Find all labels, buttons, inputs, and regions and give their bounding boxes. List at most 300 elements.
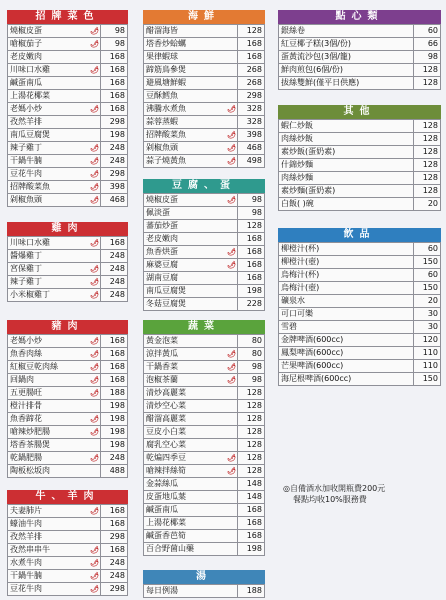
section-seafood (143, 10, 265, 168)
menu-item-row (144, 585, 265, 598)
menu-item-row (8, 348, 128, 361)
menu-item-name: 醬爆雞丁 (10, 251, 42, 260)
menu-table (278, 24, 441, 90)
chili-pepper-icon: 🌶 (227, 144, 235, 152)
menu-item-name: 水煮牛肉 (10, 558, 42, 567)
menu-item-row (144, 530, 265, 543)
menu-item-name: 乾鍋肥腸 (10, 453, 42, 462)
menu-item-cell (144, 116, 238, 129)
menu-item-name: 百合野菌山藥 (146, 544, 194, 553)
menu-item-cell (144, 426, 238, 439)
menu-item-price: 468 (101, 194, 128, 207)
menu-item-cell (8, 129, 101, 142)
menu-item-price: 198 (101, 413, 128, 426)
menu-item-price: 248 (101, 570, 128, 583)
menu-item-cell (8, 348, 101, 361)
menu-item-cell (144, 465, 238, 478)
chili-pepper-icon: 🌶 (227, 157, 235, 165)
menu-item-price: 498 (238, 155, 265, 168)
menu-item-name: 素炒麵(蛋奶素) (281, 186, 336, 195)
menu-item-name: 辣子雞丁 (10, 277, 42, 286)
menu-item-row (8, 413, 128, 426)
menu-item-row (144, 335, 265, 348)
chili-pepper-icon: 🌶 (90, 454, 98, 462)
menu-item-name: 每日例湯 (146, 586, 178, 595)
menu-item-row (279, 198, 441, 211)
menu-item-name: 紅豆椰子糕(3個/份) (281, 39, 352, 48)
menu-item-name: 上湯花椰菜 (146, 518, 186, 527)
menu-item-cell (144, 400, 238, 413)
menu-item-price: 98 (101, 38, 128, 51)
menu-item-row (279, 295, 441, 308)
menu-item-row (279, 282, 441, 295)
menu-item-price: 110 (414, 347, 441, 360)
chili-pepper-icon: 🌶 (90, 239, 98, 247)
menu-item-row (8, 531, 128, 544)
menu-item-cell (144, 530, 238, 543)
menu-table (7, 24, 128, 207)
section-title: 其他 (278, 105, 441, 119)
menu-item-cell (144, 348, 238, 361)
menu-item-price: 128 (414, 146, 441, 159)
menu-item-cell (8, 142, 101, 155)
menu-item-cell (8, 237, 101, 250)
menu-item-price: 168 (101, 505, 128, 518)
menu-item-row (144, 25, 265, 38)
menu-item-name: 蝦仁炒飯 (281, 121, 313, 130)
section-beef-lamb (7, 490, 128, 596)
menu-item-price: 128 (414, 159, 441, 172)
menu-item-row (144, 155, 265, 168)
section-title: 豬肉 (7, 320, 128, 334)
menu-item-name: 佩淡蛋 (146, 208, 170, 217)
menu-item-name: 柳橙汁(杯) (281, 244, 320, 253)
menu-item-price: 80 (238, 335, 265, 348)
menu-item-cell (144, 504, 238, 517)
menu-item-price: 248 (101, 263, 128, 276)
menu-item-price: 128 (238, 452, 265, 465)
menu-item-name: 腐乳空心菜 (146, 440, 186, 449)
menu-item-cell (144, 51, 238, 64)
menu-item-price: 298 (238, 90, 265, 103)
chili-pepper-icon: 🌶 (90, 183, 98, 191)
section-pork (7, 320, 128, 478)
menu-item-price: 168 (101, 544, 128, 557)
menu-item-name: 可口可樂 (281, 309, 313, 318)
section-drinks (278, 228, 441, 386)
menu-item-cell (144, 413, 238, 426)
menu-item-cell (144, 64, 238, 77)
menu-item-cell (8, 250, 101, 263)
menu-item-name: 烏梅汁(杯) (281, 270, 320, 279)
chili-pepper-icon: 🌶 (90, 559, 98, 567)
menu-item-name: 回鍋肉 (10, 375, 34, 384)
menu-item-price: 98 (414, 51, 441, 64)
menu-item-cell (279, 159, 414, 172)
menu-item-cell (144, 142, 238, 155)
menu-item-name: 嗆辣拌絲筍 (146, 466, 186, 475)
chili-pepper-icon: 🌶 (90, 291, 98, 299)
menu-item-cell (144, 194, 238, 207)
menu-item-cell (8, 439, 101, 452)
menu-item-price: 98 (238, 207, 265, 220)
menu-item-row (279, 334, 441, 347)
menu-item-price: 168 (238, 530, 265, 543)
menu-item-row (8, 181, 128, 194)
menu-item-name: 泡椒茶蘭 (146, 375, 178, 384)
menu-item-price: 168 (238, 51, 265, 64)
menu-item-price: 248 (101, 452, 128, 465)
menu-item-price: 168 (101, 374, 128, 387)
menu-item-name: 乾煸四季豆 (146, 453, 186, 462)
menu-item-name: 陶板松坂肉 (10, 466, 50, 475)
chili-pepper-icon: 🌶 (227, 131, 235, 139)
menu-item-cell (279, 373, 414, 386)
menu-item-row (8, 557, 128, 570)
menu-item-price: 168 (101, 335, 128, 348)
section-title: 湯 (143, 570, 265, 584)
menu-item-name: 蒜子燒黃魚 (146, 156, 186, 165)
menu-item-cell (8, 51, 101, 64)
menu-item-row (8, 77, 128, 90)
menu-item-cell (279, 77, 414, 90)
menu-item-name: 素炒飯(蛋奶素) (281, 147, 336, 156)
menu-item-name: 金蒜絲瓜 (146, 479, 178, 488)
menu-item-cell (8, 557, 101, 570)
menu-item-cell (8, 116, 101, 129)
menu-item-cell (279, 269, 414, 282)
menu-item-row (144, 194, 265, 207)
menu-item-name: 小米椒雞丁 (10, 290, 50, 299)
service-charge-note: 餐點均收10%服務費 (293, 495, 367, 504)
menu-item-row (8, 276, 128, 289)
menu-item-row (8, 518, 128, 531)
menu-item-name: 老媽小炒 (10, 104, 42, 113)
menu-item-row (8, 263, 128, 276)
menu-item-row (8, 583, 128, 596)
menu-item-row (144, 38, 265, 51)
menu-item-price: 228 (238, 298, 265, 311)
section-vegetables (143, 320, 265, 556)
menu-item-price: 188 (101, 387, 128, 400)
menu-item-name: 五更腸旺 (10, 388, 42, 397)
chili-pepper-icon: 🌶 (90, 350, 98, 358)
menu-item-price: 128 (414, 172, 441, 185)
menu-item-price: 98 (238, 374, 265, 387)
menu-item-name: 干鍋香菜 (146, 362, 178, 371)
chili-pepper-icon: 🌶 (90, 40, 98, 48)
menu-item-row (8, 155, 128, 168)
menu-item-cell (144, 246, 238, 259)
menu-item-row (8, 289, 128, 302)
menu-item-cell (279, 243, 414, 256)
menu-item-cell (8, 544, 101, 557)
menu-item-name: 拔絲雙鮮(僅平日供應) (281, 78, 360, 87)
menu-item-name: 涼拌黃瓜 (146, 349, 178, 358)
menu-item-cell (279, 347, 414, 360)
menu-item-price: 168 (101, 361, 128, 374)
menu-item-name: 魚香肉絲 (10, 349, 42, 358)
chili-pepper-icon: 🌶 (90, 546, 98, 554)
menu-item-cell (279, 38, 414, 51)
menu-item-name: 孜然串串牛 (10, 545, 50, 554)
menu-item-price: 298 (101, 531, 128, 544)
menu-item-price: 168 (101, 237, 128, 250)
chili-pepper-icon: 🌶 (90, 376, 98, 384)
menu-table (278, 242, 441, 386)
menu-item-cell (279, 295, 414, 308)
menu-item-name: 什錦炒麵 (281, 160, 313, 169)
menu-item-cell (144, 361, 238, 374)
menu-table (7, 236, 128, 302)
menu-item-row (144, 348, 265, 361)
menu-item-name: 鹹蛋香芭筍 (146, 531, 186, 540)
menu-item-name: 銀絲卷 (281, 26, 305, 35)
menu-item-cell (279, 64, 414, 77)
menu-item-cell (144, 90, 238, 103)
menu-item-price: 168 (238, 38, 265, 51)
menu-item-price: 98 (238, 361, 265, 374)
menu-item-price: 188 (238, 585, 265, 598)
menu-item-cell (279, 172, 414, 185)
menu-item-name: 魚香蹄花 (10, 414, 42, 423)
menu-item-row (279, 360, 441, 373)
menu-item-row (279, 64, 441, 77)
menu-item-price: 150 (414, 282, 441, 295)
menu-item-row (144, 246, 265, 259)
menu-item-name: 蛋黃流沙包(3個/籠) (281, 52, 352, 61)
menu-item-row (279, 347, 441, 360)
menu-item-price: 168 (101, 90, 128, 103)
menu-item-name: 燒椒皮蛋 (146, 195, 178, 204)
menu-item-name: 冬菇豆腐煲 (146, 299, 186, 308)
menu-item-name: 鳳梨啤酒(600cc) (281, 348, 344, 357)
menu-item-name: 老媽小炒 (10, 336, 42, 345)
menu-item-row (144, 426, 265, 439)
chili-pepper-icon: 🌶 (227, 248, 235, 256)
menu-item-price: 268 (238, 77, 265, 90)
menu-item-row (8, 168, 128, 181)
menu-item-cell (8, 465, 101, 478)
menu-item-price: 80 (238, 348, 265, 361)
menu-item-row (8, 505, 128, 518)
menu-item-cell (279, 146, 414, 159)
menu-item-cell (144, 272, 238, 285)
menu-item-cell (279, 120, 414, 133)
menu-item-row (279, 308, 441, 321)
menu-item-price: 328 (238, 116, 265, 129)
menu-item-row (144, 517, 265, 530)
menu-item-cell (279, 51, 414, 64)
menu-item-cell (8, 583, 101, 596)
section-title: 雞肉 (7, 222, 128, 236)
menu-item-row (144, 285, 265, 298)
section-title: 海鮮 (143, 10, 265, 24)
menu-item-name: 芒果啤酒(600cc) (281, 361, 344, 370)
section-tofu-egg (143, 179, 265, 311)
menu-item-cell (8, 426, 101, 439)
menu-item-cell (279, 198, 414, 211)
menu-item-row (144, 298, 265, 311)
menu-item-price: 398 (238, 129, 265, 142)
menu-item-cell (8, 25, 101, 38)
menu-item-cell (144, 233, 238, 246)
chili-pepper-icon: 🌶 (227, 376, 235, 384)
menu-item-name: 豆酥鱈魚 (146, 91, 178, 100)
menu-item-name: 鹹蛋南瓜 (146, 505, 178, 514)
menu-item-price: 150 (414, 373, 441, 386)
menu-item-row (8, 361, 128, 374)
menu-item-row (144, 103, 265, 116)
menu-item-row (144, 220, 265, 233)
menu-item-price: 168 (238, 517, 265, 530)
chili-pepper-icon: 🌶 (90, 170, 98, 178)
menu-item-cell (8, 361, 101, 374)
menu-item-name: 海尼根啤酒(600cc) (281, 374, 352, 383)
menu-item-cell (144, 491, 238, 504)
menu-item-row (279, 38, 441, 51)
menu-item-row (279, 256, 441, 269)
menu-item-row (144, 478, 265, 491)
menu-item-price: 120 (414, 334, 441, 347)
menu-table (7, 334, 128, 478)
menu-item-name: 老皮嫩肉 (10, 52, 42, 61)
menu-item-name: 夫妻肺片 (10, 506, 42, 515)
menu-item-cell (8, 276, 101, 289)
menu-item-price: 128 (238, 400, 265, 413)
menu-item-name: 雪碧 (281, 322, 297, 331)
menu-item-cell (8, 90, 101, 103)
menu-item-price: 66 (414, 38, 441, 51)
menu-item-price: 168 (101, 77, 128, 90)
menu-item-price: 128 (238, 439, 265, 452)
menu-item-cell (8, 413, 101, 426)
menu-item-cell (279, 360, 414, 373)
menu-item-cell (144, 285, 238, 298)
menu-item-price: 98 (101, 25, 128, 38)
menu-item-price: 488 (101, 465, 128, 478)
service-note (283, 483, 443, 505)
menu-item-price: 168 (101, 348, 128, 361)
menu-item-price: 248 (101, 289, 128, 302)
chili-pepper-icon: 🌶 (90, 363, 98, 371)
menu-item-cell (8, 289, 101, 302)
menu-item-price: 248 (101, 142, 128, 155)
menu-item-row (8, 51, 128, 64)
menu-table (143, 584, 265, 598)
menu-item-row (8, 250, 128, 263)
menu-item-name: 辣子雞丁 (10, 143, 42, 152)
menu-item-row (8, 103, 128, 116)
menu-item-name: 清炒高麗菜 (146, 388, 186, 397)
menu-item-row (144, 207, 265, 220)
chili-pepper-icon: 🌶 (90, 157, 98, 165)
menu-item-name: 川味口水雞 (10, 238, 50, 247)
menu-item-row (8, 64, 128, 77)
menu-item-cell (8, 400, 101, 413)
menu-item-price: 268 (238, 64, 265, 77)
menu-item-cell (8, 181, 101, 194)
menu-item-cell (144, 259, 238, 272)
menu-item-name: 孜然羊排 (10, 117, 42, 126)
menu-item-row (279, 159, 441, 172)
menu-item-row (8, 452, 128, 465)
menu-item-cell (8, 531, 101, 544)
menu-item-name: 宮保雞丁 (10, 264, 42, 273)
menu-item-price: 248 (101, 276, 128, 289)
chili-pepper-icon: 🌶 (90, 105, 98, 113)
menu-item-price: 128 (238, 25, 265, 38)
chili-pepper-icon: 🌶 (90, 66, 98, 74)
menu-item-cell (144, 452, 238, 465)
menu-item-name: 紅椒豆乾肉絲 (10, 362, 58, 371)
chili-pepper-icon: 🌶 (90, 278, 98, 286)
menu-item-name: 干鍋牛腩 (10, 156, 42, 165)
chili-pepper-icon: 🌶 (227, 196, 235, 204)
menu-item-row (144, 413, 265, 426)
menu-item-name: 清炒空心菜 (146, 401, 186, 410)
menu-item-price: 198 (101, 129, 128, 142)
menu-item-cell (8, 103, 101, 116)
chili-pepper-icon: 🌶 (90, 572, 98, 580)
menu-item-name: 礦泉水 (281, 296, 305, 305)
menu-item-row (144, 504, 265, 517)
menu-item-price: 398 (101, 181, 128, 194)
menu-item-name: 沸騰水煮魚 (146, 104, 186, 113)
menu-item-row (144, 374, 265, 387)
section-soup (143, 570, 265, 598)
menu-item-cell (144, 543, 238, 556)
menu-item-name: 黃金泡菜 (146, 336, 178, 345)
menu-item-cell (144, 207, 238, 220)
menu-item-row (279, 146, 441, 159)
menu-item-name: 南瓜豆腐煲 (10, 130, 50, 139)
menu-item-row (144, 491, 265, 504)
chili-pepper-icon: 🌶 (227, 105, 235, 113)
menu-item-price: 60 (414, 25, 441, 38)
menu-item-price: 468 (238, 142, 265, 155)
section-chicken (7, 222, 128, 302)
menu-item-name: 金牌啤酒(600cc) (281, 335, 344, 344)
menu-item-row (144, 361, 265, 374)
menu-item-row (144, 259, 265, 272)
chili-pepper-icon: 🌶 (90, 27, 98, 35)
menu-item-row (8, 374, 128, 387)
menu-item-row (8, 439, 128, 452)
menu-item-cell (279, 133, 414, 146)
chili-pepper-icon: 🌶 (90, 507, 98, 515)
menu-item-name: 蹄筋鳥參煲 (146, 65, 186, 74)
menu-item-price: 128 (414, 64, 441, 77)
section-title: 飲品 (278, 228, 441, 242)
menu-item-cell (144, 155, 238, 168)
menu-item-price: 168 (101, 103, 128, 116)
menu-item-name: 嗆辣炒肥腸 (10, 427, 50, 436)
menu-item-name: 麻婆豆腐 (146, 260, 178, 269)
menu-table (143, 24, 265, 168)
menu-table (278, 119, 441, 211)
menu-table (143, 334, 265, 556)
menu-item-row (8, 400, 128, 413)
menu-item-cell (8, 168, 101, 181)
menu-item-price: 198 (101, 400, 128, 413)
menu-item-price: 20 (414, 198, 441, 211)
menu-item-row (279, 321, 441, 334)
menu-item-cell (279, 185, 414, 198)
menu-item-price: 168 (238, 233, 265, 246)
section-title: 豆腐、蛋 (143, 179, 265, 193)
menu-item-cell (279, 321, 414, 334)
